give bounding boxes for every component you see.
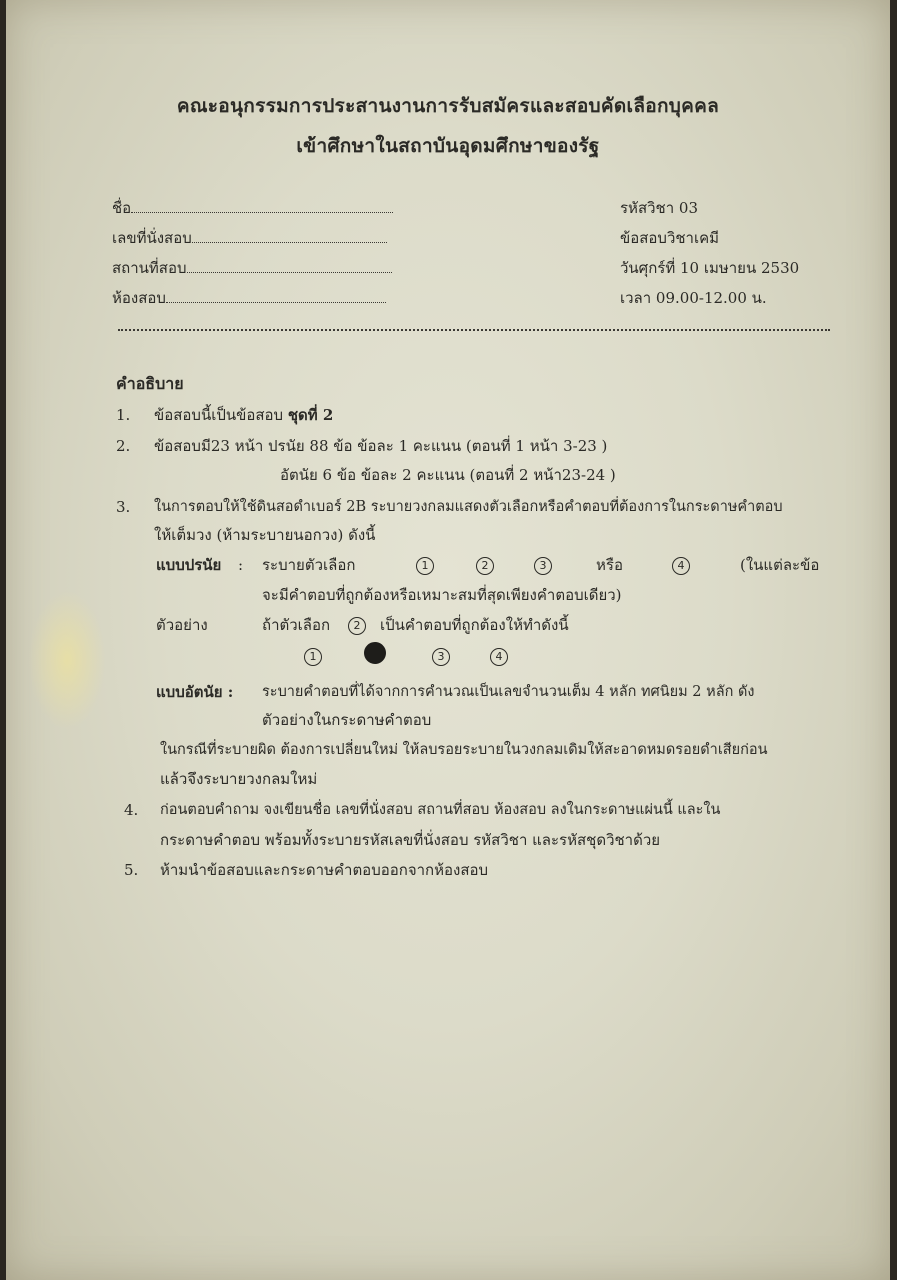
example-choice-number: 2 bbox=[348, 617, 366, 635]
institution-subtitle: เข้าศึกษาในสถาบันอุดมศึกษาของรัฐ bbox=[296, 135, 600, 157]
item-1-number: 1. bbox=[116, 406, 131, 424]
mc-colon: : bbox=[238, 556, 244, 574]
example-bubble-3-mark: 3 bbox=[432, 648, 450, 666]
example-bubble-1-mark: 1 bbox=[304, 648, 322, 666]
choice-4-number: 4 bbox=[672, 557, 690, 575]
choice-2-number: 2 bbox=[476, 557, 494, 575]
exam-room-field bbox=[112, 288, 386, 308]
subjective-line-2: ตัวอย่างในกระดาษคำตอบ bbox=[262, 711, 432, 729]
paper-stain bbox=[28, 590, 106, 730]
item-4-number: 4. bbox=[124, 801, 139, 819]
choice-4-bubble bbox=[672, 554, 690, 575]
item-4-line-1: ก่อนตอบคำถาม จงเขียนชื่อ เลขที่นั่งสอบ สถานที่สอบ ห้องสอบ ลงในกระดาษแผ่นนี้ และใน bbox=[160, 802, 721, 818]
item-1-text-main: ข้อสอบนี้เป็นข้อสอบ bbox=[154, 406, 284, 424]
exam-room-label: ห้องสอบ bbox=[112, 289, 166, 307]
seat-number-line bbox=[192, 228, 387, 243]
choice-3-number: 3 bbox=[534, 557, 552, 575]
instructions-heading: คำอธิบาย bbox=[116, 374, 184, 393]
item-5-text: ห้ามนำข้อสอบและกระดาษคำตอบออกจากห้องสอบ bbox=[160, 861, 489, 879]
exam-time: เวลา 09.00-12.00 น. bbox=[620, 289, 767, 307]
subjective-line-1: ระบายคำตอบที่ได้จากการคำนวณเป็นเลขจำนวนเต็ม 4 หลัก ทศนิยม 2 หลัก ดัง bbox=[262, 684, 755, 700]
exam-set-number: ชุดที่ 2 bbox=[287, 406, 334, 424]
example-bubble-4 bbox=[490, 645, 508, 666]
item-2-number: 2. bbox=[116, 437, 131, 455]
example-bubble-2-mark bbox=[364, 642, 386, 664]
subjective-label: แบบอัตนัย : bbox=[156, 683, 234, 701]
example-bubble-3 bbox=[432, 645, 450, 666]
name-line bbox=[131, 198, 393, 213]
item-3-number: 3. bbox=[116, 498, 131, 516]
exam-room-line bbox=[166, 288, 386, 303]
example-label: ตัวอย่าง bbox=[156, 616, 208, 634]
subject-name: ข้อสอบวิชาเคมี bbox=[620, 229, 720, 247]
exam-venue-field bbox=[112, 258, 392, 278]
choice-3-bubble bbox=[534, 554, 552, 575]
exam-venue-label: สถานที่สอบ bbox=[112, 259, 187, 277]
seat-number-label: เลขที่นั่งสอบ bbox=[112, 229, 192, 247]
example-bubble-4-mark: 4 bbox=[490, 648, 508, 666]
example-bubble-2 bbox=[364, 642, 386, 669]
choice-2-bubble bbox=[476, 554, 494, 575]
seat-number-field bbox=[112, 228, 387, 248]
multiple-choice-label: แบบปรนัย bbox=[156, 556, 222, 574]
erase-line-1: ในกรณีที่ระบายผิด ต้องการเปลี่ยนใหม่ ให้ลบรอยระบายในวงกลมเดิมให้สะอาดหมดรอยดำเสียก่อน bbox=[160, 742, 768, 758]
exam-venue-line bbox=[187, 258, 392, 273]
item-4-line-2: กระดาษคำตอบ พร้อมทั้งระบายรหัสเลขที่นั่งสอบ รหัสวิชา และรหัสชุดวิชาด้วย bbox=[160, 831, 661, 849]
item-2-line-2: อัตนัย 6 ข้อ ข้อละ 2 คะแนน (ตอนที่ 2 หน้า23-24 ) bbox=[280, 466, 616, 484]
item-2-line-1: ข้อสอบมี23 หน้า ปรนัย 88 ข้อ ข้อละ 1 คะแนน (ตอนที่ 1 หน้า 3-23 ) bbox=[154, 437, 608, 455]
subject-code: รหัสวิชา 03 bbox=[620, 199, 698, 217]
exam-cover-page bbox=[6, 0, 890, 1280]
committee-title: คณะอนุกรรมการประสานงานการรับสมัครและสอบคัดเลือกบุคคล bbox=[176, 95, 720, 117]
or-text: หรือ bbox=[596, 556, 623, 574]
example-choice-bubble bbox=[348, 614, 366, 635]
item-3-line-1: ในการตอบให้ใช้ดินสอดำเบอร์ 2B ระบายวงกลมแสดงตัวเลือกหรือคำตอบที่ต้องการในกระดาษคำตอบ bbox=[154, 499, 783, 515]
choice-1-number: 1 bbox=[416, 557, 434, 575]
item-1-text bbox=[154, 405, 333, 425]
mc-note-2: จะมีคำตอบที่ถูกต้องหรือเหมาะสมที่สุดเพียงคำตอบเดียว) bbox=[262, 586, 622, 604]
exam-date: วันศุกร์ที่ 10 เมษายน 2530 bbox=[620, 259, 800, 277]
choice-1-bubble bbox=[416, 554, 434, 575]
name-label: ชื่อ bbox=[112, 199, 132, 217]
mc-note-1: (ในแต่ละข้อ bbox=[740, 556, 820, 574]
item-5-number: 5. bbox=[124, 861, 139, 879]
item-3-line-2: ให้เต็มวง (ห้ามระบายนอกวง) ดังนี้ bbox=[154, 526, 376, 544]
mc-instruction: ระบายตัวเลือก bbox=[262, 556, 356, 574]
example-text-1: ถ้าตัวเลือก bbox=[262, 616, 331, 634]
example-text-2: เป็นคำตอบที่ถูกต้องให้ทำดังนี้ bbox=[380, 616, 569, 634]
name-field bbox=[112, 198, 393, 218]
separator-line bbox=[118, 329, 830, 331]
example-bubble-1 bbox=[304, 645, 322, 666]
erase-line-2: แล้วจึงระบายวงกลมใหม่ bbox=[160, 770, 318, 788]
